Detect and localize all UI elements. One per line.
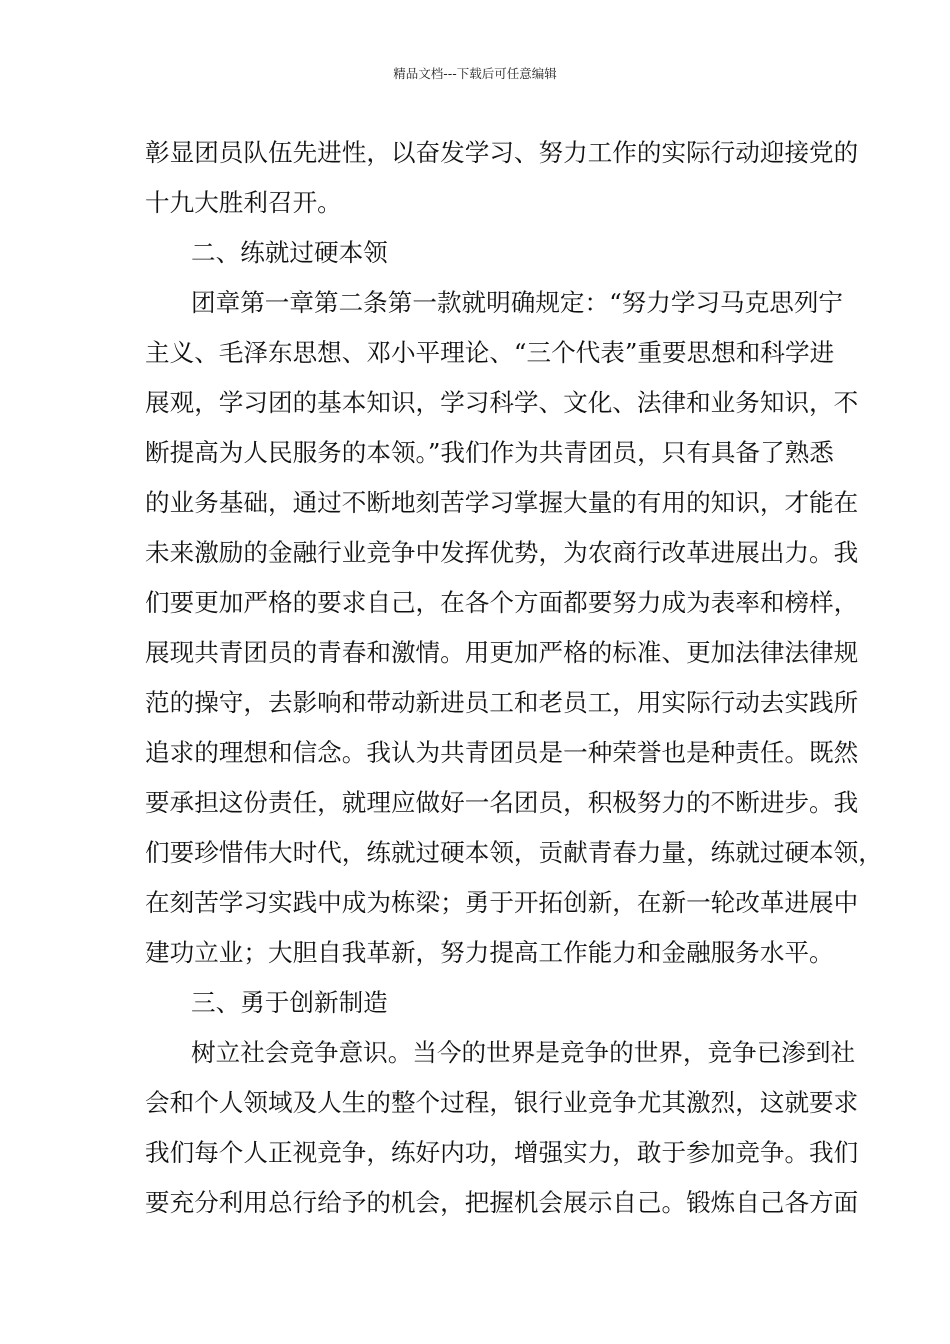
text-line: 断提高为人民服务的本领。”我们作为共青团员，只有具备了熟悉 bbox=[145, 438, 834, 467]
text-line: 追求的理想和信念。我认为共青团员是一种荣誉也是种责任。既然 bbox=[145, 738, 859, 767]
text-line: 彰显团员队伍先进性，以奋发学习、努力工作的实际行动迎接党的 bbox=[145, 138, 859, 167]
text-line: 要充分利用总行给予的机会，把握机会展示自己。锻炼自己各方面 bbox=[145, 1188, 859, 1217]
text-line: 我们每个人正视竞争，练好内功，增强实力，敢于参加竞争。我们 bbox=[145, 1138, 859, 1167]
text-line: 在刻苦学习实践中成为栋梁；勇于开拓创新，在新一轮改革进展中 bbox=[145, 888, 859, 917]
text-line: 团章第一章第二条第一款就明确规定：“努力学习马克思列宁 bbox=[191, 288, 844, 317]
text-line: 展现共青团员的青春和激情。用更加严格的标准、更加法律法律规 bbox=[145, 638, 859, 667]
text-line: 十九大胜利召开。 bbox=[145, 188, 342, 217]
text-line: 们要珍惜伟大时代，练就过硬本领，贡献青春力量，练就过硬本领， bbox=[145, 838, 883, 867]
text-line: 会和个人领域及人生的整个过程，银行业竞争尤其激烈，这就要求 bbox=[145, 1088, 859, 1117]
text-line: 们要更加严格的要求自己，在各个方面都要努力成为表率和榜样， bbox=[145, 588, 859, 617]
text-line: 主义、毛泽东思想、邓小平理论、“三个代表”重要思想和科学进 bbox=[145, 338, 835, 367]
text-line: 树立社会竞争意识。当今的世界是竞争的世界，竞争已渗到社 bbox=[191, 1038, 856, 1067]
text-line: 建功立业；大胆自我革新，努力提高工作能力和金融服务水平。 bbox=[145, 938, 834, 967]
document-body bbox=[145, 128, 883, 1228]
text-line: 展观，学习团的基本知识，学习科学、文化、法律和业务知识，不 bbox=[145, 388, 859, 417]
text-line: 范的操守，去影响和带动新进员工和老员工，用实际行动去实践所 bbox=[145, 688, 859, 717]
page-header: 精品文档---下载后可任意编辑 bbox=[393, 66, 557, 81]
text-line: 的业务基础，通过不断地刻苦学习掌握大量的有用的知识，才能在 bbox=[145, 488, 859, 517]
section-heading: 三、勇于创新制造 bbox=[191, 988, 388, 1017]
text-line: 要承担这份责任，就理应做好一名团员，积极努力的不断进步。我 bbox=[145, 788, 859, 817]
text-line: 未来激励的金融行业竞争中发挥优势，为农商行改革进展出力。我 bbox=[145, 538, 859, 567]
section-heading: 二、练就过硬本领 bbox=[191, 238, 388, 267]
